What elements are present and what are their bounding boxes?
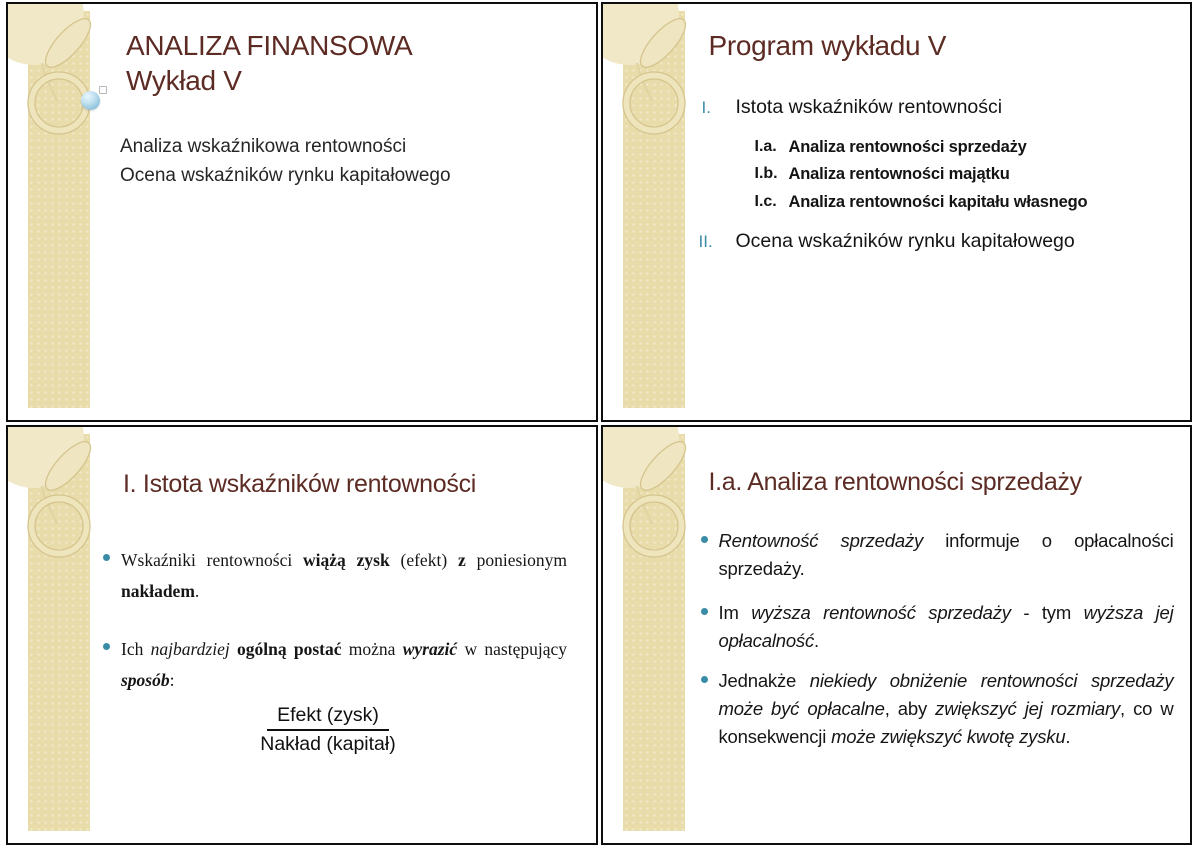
slide-content-1 <box>6 425 598 845</box>
slide4-bullet-3 <box>701 667 1174 751</box>
agenda-subitem-1c-number: I.c. <box>754 193 777 210</box>
formula-numerator: Efekt (zysk) <box>267 704 389 731</box>
decorative-band <box>28 11 90 408</box>
agenda-item-2-label: Ocena wskaźników rynku kapitałowego <box>735 230 1075 252</box>
agenda-subitem-1c-label: Analiza rentowności kapitału własnego <box>788 193 1088 211</box>
slide-agenda <box>601 2 1193 422</box>
agenda-item-1-label: Istota wskaźników rentowności <box>735 96 1003 118</box>
slide3-bullet-1-text: Wskaźniki rentowności wiążą zysk (efekt) z poniesionym nakładem. <box>121 550 567 601</box>
slide1-subtitle-line2: Ocena wskaźników rynku kapitałowego <box>120 165 451 186</box>
band-ornament-icon <box>28 11 90 171</box>
slide1-subtitle-line1: Analiza wskaźnikowa rentowności <box>120 136 407 157</box>
agenda-subitem-1a-label: Analiza rentowności sprzedaży <box>788 138 1027 156</box>
slide3-bullet-2-text: Ich najbardziej ogólną postać można wyrazić w następujący sposób: <box>121 639 567 690</box>
slide4-bullet-3-text: Jednakże niekiedy obniżenie rentowności sprzedaży może być opłacalne, aby zwiększyć jej rozmiary, co w konsekwencji może zwiększyć kwotę zysku. <box>718 670 1174 747</box>
slide4-bullet-2 <box>701 599 1174 655</box>
formula-fraction <box>223 704 433 756</box>
slide3-bullet-1 <box>103 545 567 607</box>
slide4-bullet-1-text: Rentowność sprzedaży informuje o opłacalności sprzedaży. <box>718 530 1174 579</box>
slide1-title-line1: ANALIZA FINANSOWA <box>126 30 413 61</box>
band-ornament-icon <box>623 434 685 594</box>
slide4-bullet-2-text: Im wyższa rentowność sprzedaży - tym wyższa jej opłacalność. <box>718 602 1174 651</box>
agenda-item-1 <box>702 96 1003 119</box>
slide3-bullet-2 <box>103 634 567 696</box>
decorative-band <box>623 11 685 408</box>
slide2-title: Program wykładu V <box>708 30 947 61</box>
agenda-subitem-1b-label: Analiza rentowności majątku <box>788 165 1010 183</box>
agenda-subitem-1a <box>755 138 1027 157</box>
agenda-item-2 <box>699 230 1075 253</box>
band-ornament-icon <box>28 434 90 594</box>
decorative-band <box>623 434 685 831</box>
agenda-subitem-1b-number: I.b. <box>754 165 778 182</box>
bullet-dot-icon <box>103 643 110 650</box>
agenda-subitem-1a-number: I.a. <box>754 138 777 155</box>
agenda-item-1-number: I. <box>701 98 711 117</box>
formula-denominator: Nakład (kapitał) <box>260 733 396 755</box>
slide-content-2 <box>601 425 1193 845</box>
decorative-band <box>28 434 90 831</box>
slide3-title: I. Istota wskaźników rentowności <box>123 470 477 498</box>
bullet-dot-icon <box>103 554 110 561</box>
blue-sphere-ornament-icon <box>81 91 100 110</box>
bullet-dot-icon <box>701 608 708 615</box>
bullet-dot-icon <box>701 676 708 683</box>
agenda-subitem-1c <box>755 193 1088 212</box>
agenda-subitem-1b <box>755 165 1010 184</box>
slide1-title-line2: Wykład V <box>126 65 242 96</box>
small-square-ornament-icon <box>99 86 107 94</box>
bullet-dot-icon <box>701 536 708 543</box>
slide4-title: I.a. Analiza rentowności sprzedaży <box>708 468 1082 496</box>
slide-title <box>6 2 598 422</box>
slide-grid <box>6 2 1192 845</box>
agenda-item-2-number: II. <box>698 232 713 251</box>
band-ornament-icon <box>623 11 685 171</box>
slide1-title <box>126 28 412 98</box>
slide4-bullet-1 <box>701 527 1174 583</box>
slide1-subtitle <box>120 132 451 190</box>
